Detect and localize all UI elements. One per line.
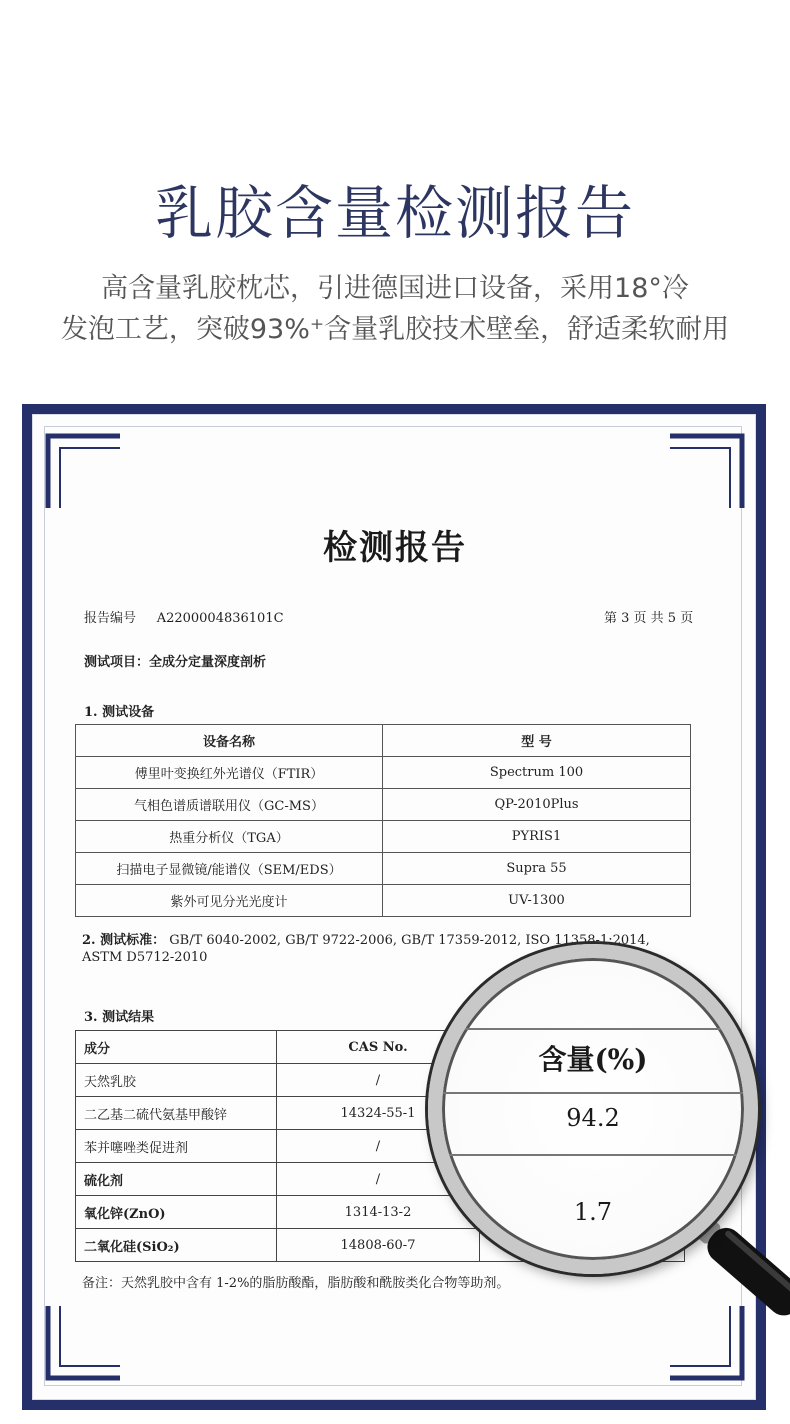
equipment-model: UV-1300 — [383, 885, 691, 917]
equipment-name: 热重分析仪（TGA） — [76, 821, 383, 853]
component-cas: 1314-13-2 — [277, 1196, 480, 1229]
header-component: 成分 — [76, 1031, 277, 1064]
intro-line-2: 发泡工艺，突破93%⁺含量乳胶技术壁垒，舒适柔软耐用 — [60, 314, 730, 345]
report-title: 检测报告 — [323, 528, 467, 568]
report-number — [84, 607, 284, 626]
page-title: 乳胶含量检测报告 — [154, 179, 635, 247]
section-standards-label: 2. 测试标准： — [82, 933, 166, 948]
lens-rule — [442, 1092, 744, 1094]
component-name: 二乙基二硫代氨基甲酸锌 — [76, 1097, 277, 1130]
header-cas: CAS No. — [277, 1031, 480, 1064]
equipment-name: 傅里叶变换红外光谱仪（FTIR） — [76, 757, 383, 789]
section-equipment-title: 1. 测试设备 — [84, 705, 155, 720]
component-name: 天然乳胶 — [76, 1064, 277, 1097]
lens-value-second: 1.7 — [573, 1198, 613, 1226]
header-model: 型 号 — [383, 725, 691, 757]
component-cas: / — [277, 1130, 480, 1163]
lens-rule — [442, 1154, 744, 1156]
table-row — [76, 757, 691, 789]
section-standards-text: GB/T 6040-2002, GB/T 9722-2006, GB/T 17359-2012, ISO 11358-1:2014, — [169, 933, 650, 948]
test-project: 测试项目：全成分定量深度剖析 — [84, 655, 267, 670]
component-cas: 14808-60-7 — [277, 1229, 480, 1262]
table-row — [76, 853, 691, 885]
intro-line-1: 高含量乳胶枕芯，引进德国进口设备，采用18°冷 — [101, 273, 689, 304]
table-row — [76, 885, 691, 917]
section-standards-line2: ASTM D5712-2010 — [82, 950, 208, 965]
component-name: 氧化锌(ZnO) — [76, 1196, 277, 1229]
magnifier-lens — [428, 944, 758, 1274]
equipment-model: PYRIS1 — [383, 821, 691, 853]
component-name: 硫化剂 — [76, 1163, 277, 1196]
lens-rule — [442, 1028, 744, 1030]
corner-ornament-top-right — [666, 432, 746, 512]
equipment-model: QP-2010Plus — [383, 789, 691, 821]
component-cas: 14324-55-1 — [277, 1097, 480, 1130]
equipment-model: Supra 55 — [383, 853, 691, 885]
report-number-label: 报告编号 — [84, 611, 137, 626]
header-equipment-name: 设备名称 — [76, 725, 383, 757]
equipment-name: 紫外可见分光光度计 — [76, 885, 383, 917]
component-cas: / — [277, 1064, 480, 1097]
equipment-table — [75, 724, 691, 917]
lens-value-latex: 94.2 — [566, 1104, 620, 1132]
corner-ornament-bottom-left — [44, 1302, 124, 1382]
section-results-title: 3. 测试结果 — [84, 1010, 155, 1025]
component-name: 二氧化硅(SiO₂) — [76, 1229, 277, 1262]
component-name: 苯并噻唑类促进剂 — [76, 1130, 277, 1163]
component-cas: / — [277, 1163, 480, 1196]
report-number-value: A2200004836101C — [156, 611, 284, 626]
table-row — [76, 821, 691, 853]
page-info: 第 3 页 共 5 页 — [604, 611, 694, 626]
equipment-model: Spectrum 100 — [383, 757, 691, 789]
equipment-name: 气相色谱质谱联用仪（GC-MS） — [76, 789, 383, 821]
table-row — [76, 789, 691, 821]
corner-ornament-top-left — [44, 432, 124, 512]
lens-header: 含量(%) — [538, 1043, 648, 1076]
equipment-name: 扫描电子显微镜/能谱仪（SEM/EDS） — [76, 853, 383, 885]
section-standards-line1 — [82, 929, 650, 948]
corner-ornament-bottom-right — [666, 1302, 746, 1382]
table-header-row — [76, 725, 691, 757]
report-note: 备注：天然乳胶中含有 1-2%的脂肪酸酯，脂肪酸和酰胺类化合物等助剂。 — [82, 1276, 510, 1291]
